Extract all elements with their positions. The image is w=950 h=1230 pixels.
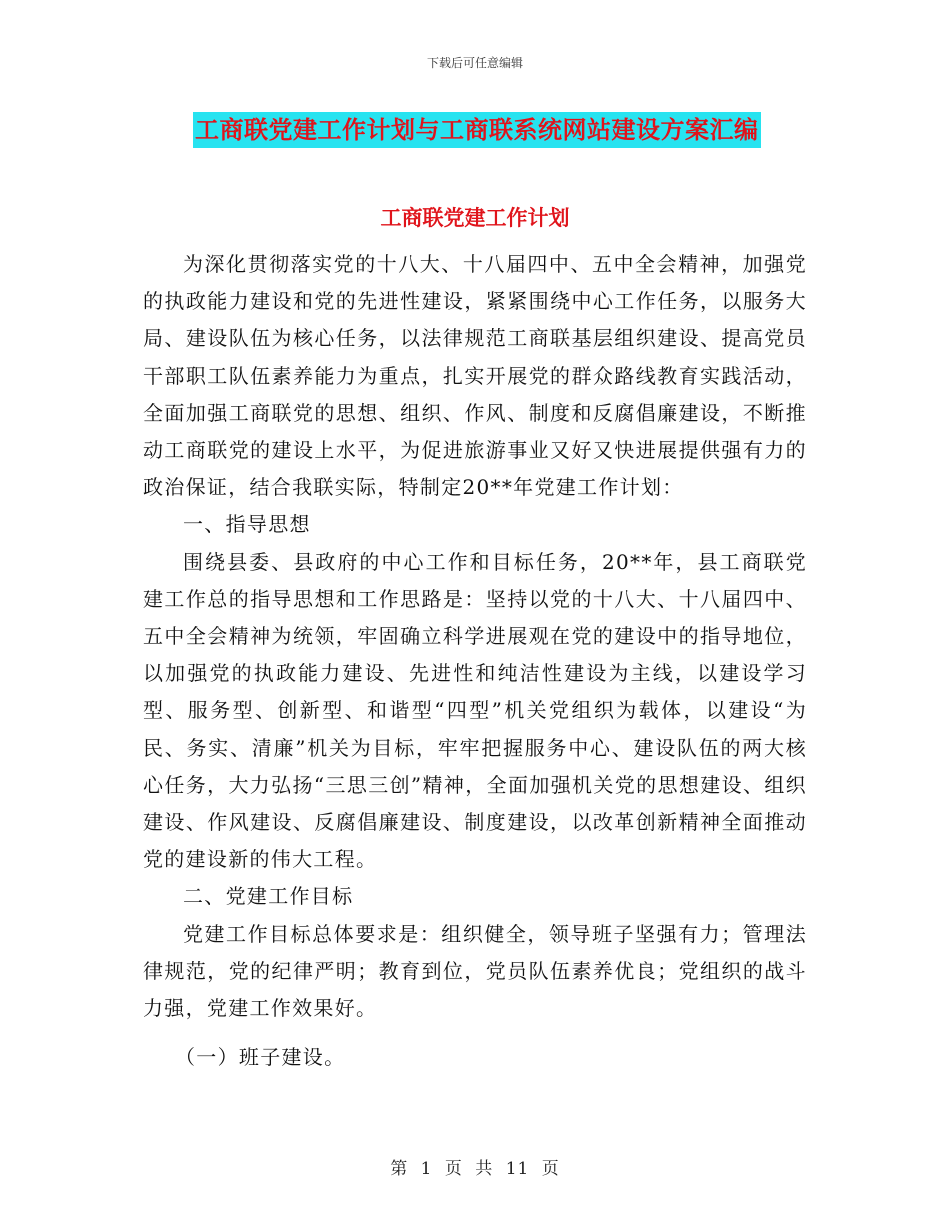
page-footer: 第 1 页 共 11 页: [390, 1159, 560, 1179]
section-title: 工商联党建工作计划: [380, 206, 570, 230]
sub-heading-team-building: （一）班子建设。: [175, 1045, 346, 1070]
guiding-thought-paragraph: 围绕县委、县政府的中心工作和目标任务，20**年，县工商联党建工作总的指导思想和工作思路是：坚持以党的十八大、十八届四中、五中全会精神为统领，牢固确立科学进展观在党的建设中的指导地位，以加强党的执政能力建设、先进性和纯洁性建设为主线，以建设学习型、服务型、创新型、和谐型“四型”机关党组织为载体，以建设“为民、务实、清廉”机关为目标，牢牢把握服务中心、建设队伍的两大核心任务，大力弘扬“三思三创”精神，全面加强机关党的思想建设、组织建设、作风建设、反腐倡廉建设、制度建设，以改革创新精神全面推动党的建设新的伟大工程。: [143, 549, 807, 872]
heading-guiding-thought: 一、指导思想: [183, 512, 311, 537]
intro-paragraph: 为深化贯彻落实党的十八大、十八届四中、五中全会精神，加强党的执政能力建设和党的先进性建设，紧紧围绕中心工作任务，以服务大局、建设队伍为核心任务，以法律规范工商联基层组织建设、提高党员干部职工队伍素养能力为重点，扎实开展党的群众路线教育实践活动，全面加强工商联党的思想、组织、作风、制度和反腐倡廉建设，不断推动工商联党的建设上水平，为促进旅游事业又好又快进展提供强有力的政治保证，结合我联实际，特制定20**年党建工作计划：: [143, 252, 807, 500]
goals-paragraph: 党建工作目标总体要求是：组织健全，领导班子坚强有力；管理法律规范，党的纪律严明；教育到位，党员队伍素养优良；党组织的战斗力强，党建工作效果好。: [143, 921, 807, 1021]
document-body: [143, 246, 807, 1076]
heading-party-goals: 二、党建工作目标: [183, 884, 354, 909]
header-note: 下载后可任意编辑: [426, 56, 523, 70]
document-title: 工商联党建工作计划与工商联系统网站建设方案汇编: [193, 112, 761, 148]
